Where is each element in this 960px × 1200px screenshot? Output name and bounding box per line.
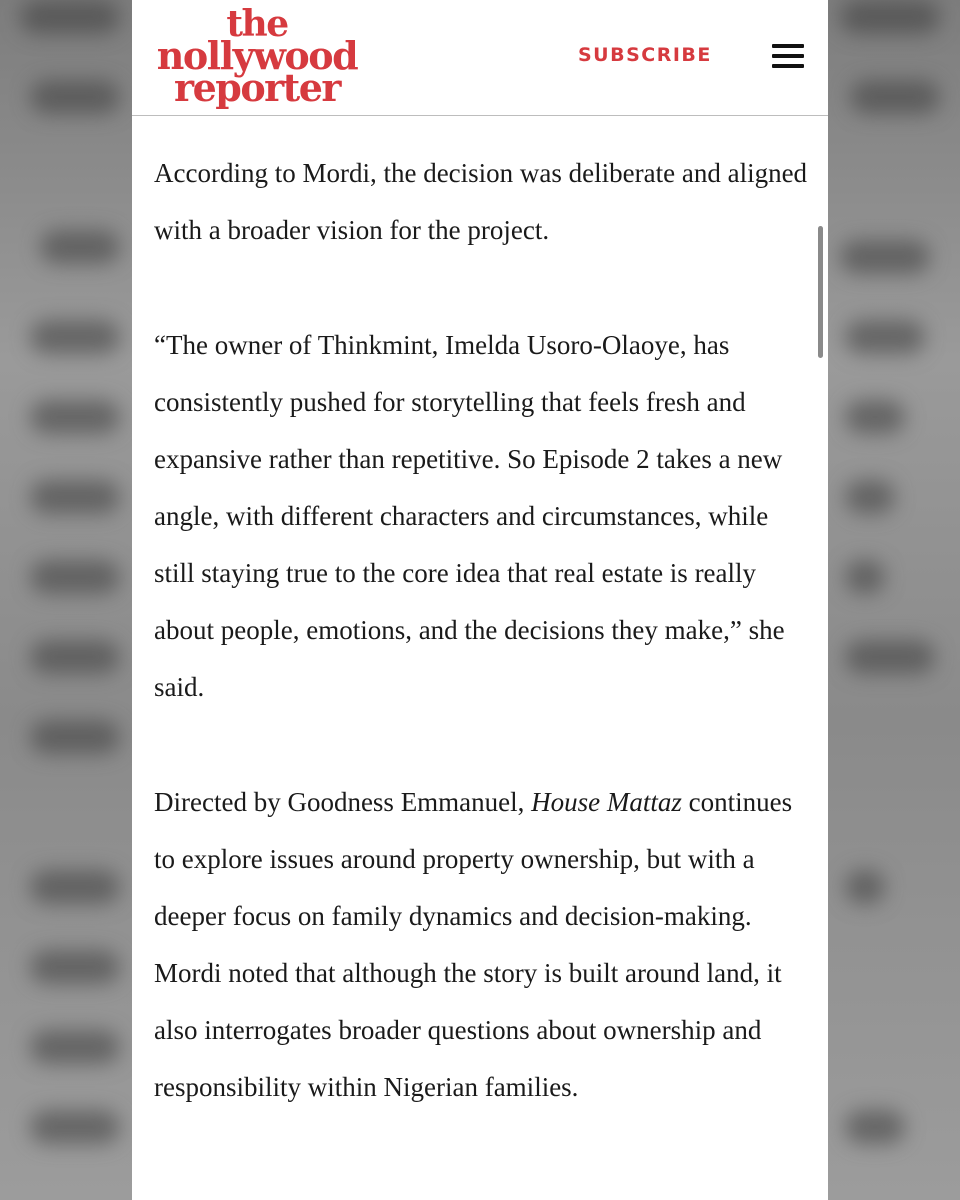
site-header	[132, 0, 828, 116]
paragraph-2: “The owner of Thinkmint, Imelda Usoro-Olaoye, has consistently pushed for storytelling that feels fresh and expansive rather than repetitive. So Episode 2 takes a new angle, with different characters and circumstances, while still staying true to the core idea that real estate is really about people, emotions, and the decisions they make,” she said.	[154, 330, 785, 702]
site-logo[interactable]	[152, 3, 362, 110]
paragraph-1: According to Mordi, the decision was deliberate and aligned with a broader vision for the project.	[154, 158, 808, 245]
logo-line-the: the	[226, 3, 288, 45]
paragraph-3-before: Directed by Goodness Emmanuel,	[154, 787, 532, 817]
paragraph-3	[154, 774, 814, 1116]
logo-line-reporter: reporter	[174, 65, 340, 110]
article-body	[154, 145, 814, 1174]
logo-line-nollywood: nollywood	[156, 33, 358, 78]
paragraph-3-after: continues to explore issues around property ownership, but with a deeper focus on family dynamics and decision-making. Mordi noted that although the story is built around land, it also interrogates broader questions about ownership and responsibility within Nigerian families.	[154, 787, 793, 1102]
subscribe-button[interactable]: SUBSCRIBE	[578, 44, 712, 66]
hamburger-menu-icon[interactable]	[772, 42, 804, 70]
scrollbar-thumb[interactable]	[818, 226, 823, 358]
show-title-house-mattaz: House Mattaz	[531, 787, 682, 817]
article-page	[132, 0, 828, 1200]
